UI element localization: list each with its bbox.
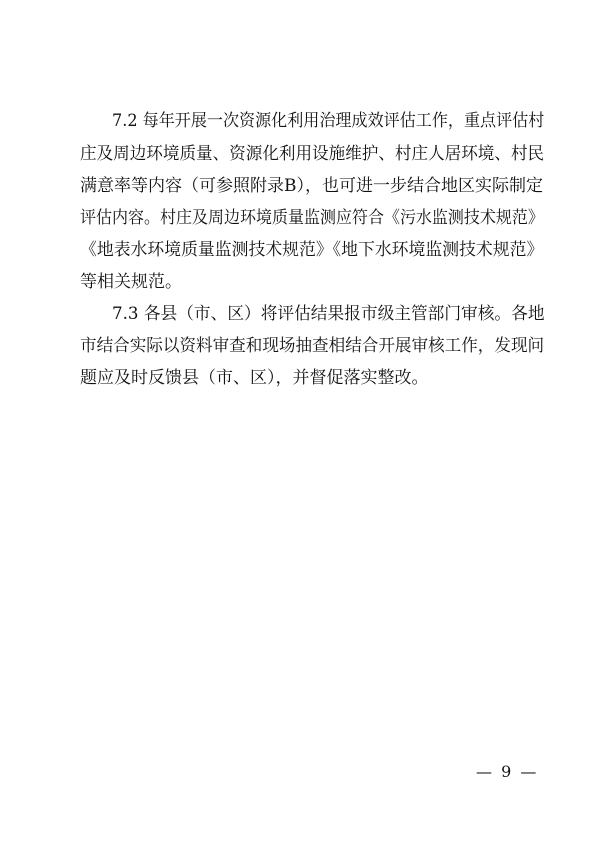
paragraph-line: 评估内容。村庄及周边环境质量监测应符合《污水监测技术规范》 <box>80 208 544 228</box>
paragraph-line: 市结合实际以资料审查和现场抽查相结合开展审核工作，发现问 <box>80 336 545 356</box>
paragraph-line: 满意率等内容（可参照附录B），也可进一步结合地区实际制定 <box>80 176 543 196</box>
page-number: — 9 — <box>476 762 539 781</box>
paragraph-line: 7.3 各县（市、区）将评估结果报市级主管部门审核。各地 <box>112 304 545 324</box>
paragraph-line: 题应及时反馈县（市、区），并督促落实整改。 <box>80 368 429 388</box>
paragraph-line: 《地表水环境质量监测技术规范》《地下水环境监测技术规范》 <box>80 240 544 260</box>
paragraph-line: 7.2 每年开展一次资源化利用治理成效评估工作，重点评估村 <box>112 111 545 131</box>
paragraph-line: 庄及周边环境质量、资源化利用设施维护、村庄人居环境、村民 <box>80 144 545 164</box>
paragraph-line: 等相关规范。 <box>80 272 182 292</box>
